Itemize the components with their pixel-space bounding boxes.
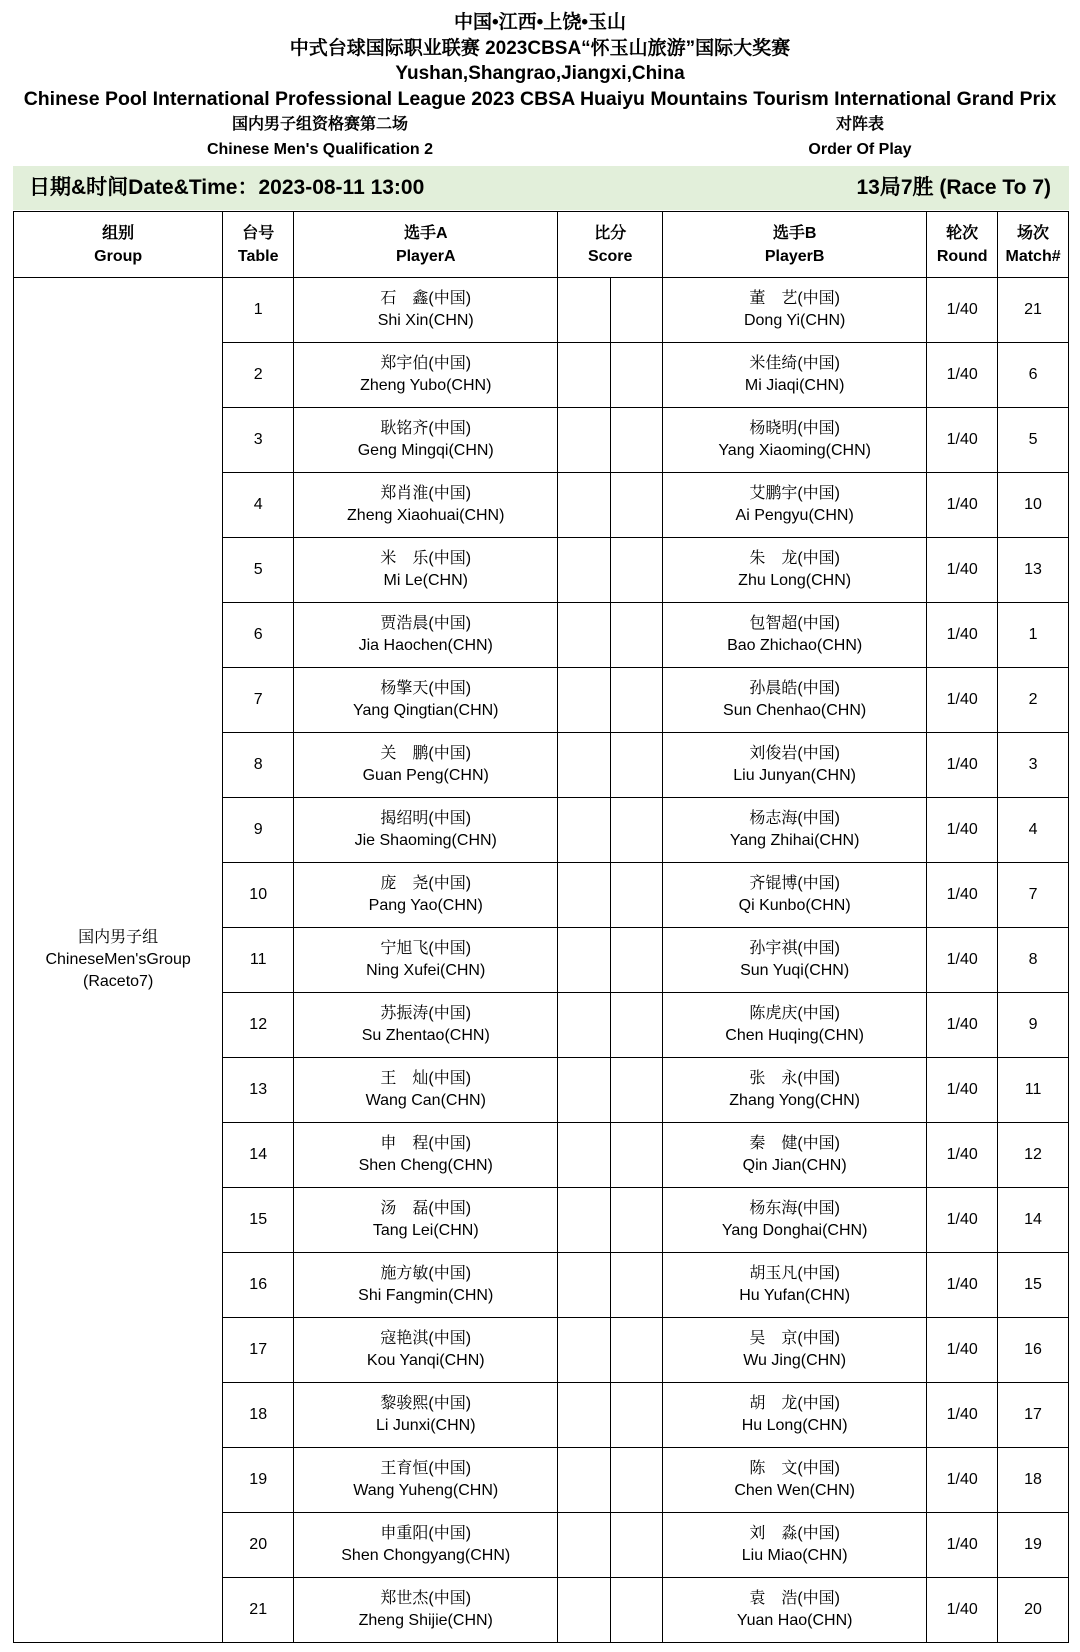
round-cell: 1/40: [927, 863, 998, 928]
player-b-name-en: Yang Donghai(CHN): [721, 1222, 868, 1239]
score-a-cell[interactable]: [558, 668, 611, 733]
player-b-cell: [663, 343, 927, 408]
player-b-name-cn: 杨东海(中国): [749, 1200, 840, 1217]
score-b-cell[interactable]: [611, 603, 663, 668]
player-a-cell: [294, 1123, 558, 1188]
match-number: 16: [998, 1318, 1069, 1383]
player-a-cell: [294, 733, 558, 798]
score-b-cell[interactable]: [611, 538, 663, 603]
player-b-name-en: Liu Junyan(CHN): [733, 767, 856, 784]
player-a-name-cn: 施方敏(中国): [380, 1265, 472, 1282]
player-a-name-cn: 寇艳淇(中国): [380, 1330, 472, 1347]
player-a-name-en: Yang Qingtian(CHN): [352, 702, 499, 719]
score-b-cell[interactable]: [611, 1188, 663, 1253]
match-number: 3: [998, 733, 1069, 798]
player-b-cell: [663, 1123, 927, 1188]
player-b-cell: [663, 733, 927, 798]
player-a-name-cn: 揭绍明(中国): [380, 810, 472, 827]
player-a-name-cn: 米 乐(中国): [380, 550, 472, 567]
player-a-name-cn: 耿铭齐(中国): [380, 420, 472, 437]
player-a-cell: [294, 408, 558, 473]
player-b-name-cn: 齐锟博(中国): [749, 875, 840, 892]
player-a-name-cn: 黎骏熙(中国): [380, 1395, 472, 1412]
table-number: 5: [223, 538, 294, 603]
player-b-name-cn: 陈 文(中国): [749, 1460, 840, 1477]
score-b-cell[interactable]: [611, 1513, 663, 1578]
score-a-cell[interactable]: [558, 1318, 611, 1383]
group-race: (Raceto7): [83, 973, 154, 990]
player-a-name-en: Shi Fangmin(CHN): [358, 1287, 494, 1304]
player-a-name-en: Geng Mingqi(CHN): [357, 442, 494, 459]
match-number: 13: [998, 538, 1069, 603]
player-b-name-en: Qin Jian(CHN): [742, 1157, 847, 1174]
score-a-cell[interactable]: [558, 473, 611, 538]
table-number: 16: [223, 1253, 294, 1318]
player-a-name-en: Jia Haochen(CHN): [358, 637, 493, 654]
player-b-cell: [663, 1188, 927, 1253]
match-number: 1: [998, 603, 1069, 668]
score-a-cell[interactable]: [558, 538, 611, 603]
match-number: 15: [998, 1253, 1069, 1318]
player-b-name-cn: 张 永(中国): [749, 1070, 840, 1087]
score-a-cell[interactable]: [558, 1383, 611, 1448]
round-cell: 1/40: [927, 928, 998, 993]
round-cell: 1/40: [927, 1513, 998, 1578]
player-b-name-en: Hu Long(CHN): [741, 1417, 848, 1434]
player-a-name-en: Zheng Xiaohuai(CHN): [347, 507, 505, 524]
score-a-cell[interactable]: [558, 1578, 611, 1643]
player-b-name-en: Zhu Long(CHN): [738, 572, 852, 589]
col-header-round: 轮次 Round: [927, 212, 998, 278]
score-b-cell[interactable]: [611, 1253, 663, 1318]
player-b-cell: [663, 538, 927, 603]
score-a-cell[interactable]: [558, 798, 611, 863]
player-a-cell: [294, 863, 558, 928]
match-number: 18: [998, 1448, 1069, 1513]
player-b-name-en: Dong Yi(CHN): [743, 312, 846, 329]
match-number: 2: [998, 668, 1069, 733]
player-a-name-en: Zheng Shijie(CHN): [358, 1612, 493, 1629]
player-b-name-cn: 胡玉凡(中国): [749, 1265, 840, 1282]
player-b-cell: [663, 1578, 927, 1643]
score-a-cell[interactable]: [558, 733, 611, 798]
score-b-cell[interactable]: [611, 1448, 663, 1513]
order-title-cn: 对阵表: [835, 116, 884, 133]
player-a-name-cn: 关 鹏(中国): [380, 745, 472, 762]
round-cell: 1/40: [927, 1578, 998, 1643]
score-a-cell[interactable]: [558, 1188, 611, 1253]
table-number: 7: [223, 668, 294, 733]
match-number: 9: [998, 993, 1069, 1058]
table-number: 3: [223, 408, 294, 473]
player-a-cell: [294, 668, 558, 733]
col-header-match: 场次 Match#: [998, 212, 1069, 278]
col-header-group: 组别 Group: [14, 212, 223, 278]
player-b-cell: [663, 1383, 927, 1448]
round-cell: 1/40: [927, 798, 998, 863]
datetime-label: 日期&时间Date&Time：2023-08-11 13:00: [29, 176, 425, 199]
player-a-cell: [294, 993, 558, 1058]
score-b-cell[interactable]: [611, 1058, 663, 1123]
player-b-name-cn: 吴 京(中国): [749, 1330, 840, 1347]
player-b-cell: [663, 473, 927, 538]
match-number: 4: [998, 798, 1069, 863]
player-b-name-en: Wu Jing(CHN): [743, 1352, 847, 1369]
table-number: 21: [223, 1578, 294, 1643]
player-a-name-cn: 苏振涛(中国): [380, 1005, 472, 1022]
score-b-cell[interactable]: [611, 1318, 663, 1383]
player-a-cell: [294, 538, 558, 603]
table-number: 14: [223, 1123, 294, 1188]
location-en: Yushan,Shangrao,Jiangxi,China: [395, 63, 685, 84]
table-number: 18: [223, 1383, 294, 1448]
player-b-name-cn: 秦 健(中国): [749, 1135, 840, 1152]
table-number: 20: [223, 1513, 294, 1578]
group-cell: [14, 278, 223, 1643]
player-a-cell: [294, 1513, 558, 1578]
score-a-cell[interactable]: [558, 1253, 611, 1318]
player-b-name-en: Sun Chenhao(CHN): [723, 702, 867, 719]
round-cell: 1/40: [927, 733, 998, 798]
player-b-cell: [663, 798, 927, 863]
player-b-name-en: Qi Kunbo(CHN): [738, 897, 851, 914]
player-b-name-en: Yuan Hao(CHN): [736, 1612, 853, 1629]
player-a-name-en: Wang Can(CHN): [365, 1092, 486, 1109]
match-number: 6: [998, 343, 1069, 408]
round-cell: 1/40: [927, 408, 998, 473]
stage-title-cn: 国内男子组资格赛第二场: [231, 116, 408, 133]
table-row: [14, 278, 1069, 343]
player-a-name-cn: 郑世杰(中国): [380, 1590, 472, 1607]
player-b-cell: [663, 1513, 927, 1578]
player-b-name-en: Sun Yuqi(CHN): [740, 962, 850, 979]
subtitle-row-en: [0, 137, 1080, 162]
score-a-cell[interactable]: [558, 1123, 611, 1188]
round-cell: 1/40: [927, 668, 998, 733]
race-format-label: 13局7胜 (Race To 7): [856, 176, 1051, 199]
round-cell: 1/40: [927, 1448, 998, 1513]
table-number: 15: [223, 1188, 294, 1253]
table-number: 8: [223, 733, 294, 798]
round-cell: 1/40: [927, 538, 998, 603]
player-a-name-en: Ning Xufei(CHN): [366, 962, 486, 979]
score-a-cell[interactable]: [558, 1513, 611, 1578]
table-number: 2: [223, 343, 294, 408]
player-a-cell: [294, 1578, 558, 1643]
player-b-name-cn: 袁 浩(中国): [749, 1590, 840, 1607]
match-number: 21: [998, 278, 1069, 343]
datetime-bar: [13, 166, 1069, 210]
match-number: 11: [998, 1058, 1069, 1123]
player-b-name-cn: 陈虎庆(中国): [749, 1005, 840, 1022]
player-b-name-en: Hu Yufan(CHN): [739, 1287, 851, 1304]
location-cn: 中国•江西•上饶•玉山: [454, 12, 626, 33]
round-cell: 1/40: [927, 1318, 998, 1383]
player-b-name-en: Bao Zhichao(CHN): [727, 637, 863, 654]
player-a-name-en: Shen Chongyang(CHN): [341, 1547, 511, 1564]
player-a-name-en: Jie Shaoming(CHN): [354, 832, 497, 849]
score-b-cell[interactable]: [611, 408, 663, 473]
table-number: 6: [223, 603, 294, 668]
match-number: 12: [998, 1123, 1069, 1188]
round-cell: 1/40: [927, 1253, 998, 1318]
player-a-name-cn: 庞 尧(中国): [380, 875, 472, 892]
event-title-en: Chinese Pool International Professional League 2023 CBSA Huaiyu Mountains Tourism International Grand Prix: [23, 87, 1057, 110]
player-a-name-cn: 申 程(中国): [380, 1135, 472, 1152]
player-b-name-cn: 董 艺(中国): [749, 290, 840, 307]
match-number: 17: [998, 1383, 1069, 1448]
player-b-name-cn: 孙宇祺(中国): [749, 940, 840, 957]
player-a-name-en: Pang Yao(CHN): [368, 897, 483, 914]
player-a-name-cn: 宁旭飞(中国): [380, 940, 472, 957]
round-cell: 1/40: [927, 603, 998, 668]
score-b-cell[interactable]: [611, 993, 663, 1058]
player-b-name-cn: 朱 龙(中国): [749, 550, 840, 567]
player-a-name-en: Tang Lei(CHN): [372, 1222, 479, 1239]
table-number: 9: [223, 798, 294, 863]
table-number: 19: [223, 1448, 294, 1513]
score-b-cell[interactable]: [611, 343, 663, 408]
col-header-score: 比分 Score: [558, 212, 663, 278]
player-a-name-cn: 汤 磊(中国): [380, 1200, 472, 1217]
player-b-cell: [663, 993, 927, 1058]
player-a-name-cn: 杨擎天(中国): [380, 680, 472, 697]
player-a-name-cn: 郑肖淮(中国): [380, 485, 472, 502]
player-b-cell: [663, 278, 927, 343]
match-number: 20: [998, 1578, 1069, 1643]
player-b-name-en: Yang Xiaoming(CHN): [718, 442, 871, 459]
player-a-cell: [294, 1253, 558, 1318]
match-number: 14: [998, 1188, 1069, 1253]
score-b-cell[interactable]: [611, 278, 663, 343]
player-b-name-en: Mi Jiaqi(CHN): [744, 377, 845, 394]
player-b-cell: [663, 1253, 927, 1318]
player-a-name-en: Li Junxi(CHN): [375, 1417, 476, 1434]
player-b-cell: [663, 1058, 927, 1123]
score-a-cell[interactable]: [558, 603, 611, 668]
score-a-cell[interactable]: [558, 408, 611, 473]
score-a-cell[interactable]: [558, 993, 611, 1058]
table-number: 10: [223, 863, 294, 928]
player-b-name-cn: 胡 龙(中国): [749, 1395, 840, 1412]
score-b-cell[interactable]: [611, 863, 663, 928]
player-a-name-cn: 申重阳(中国): [380, 1525, 472, 1542]
player-a-name-cn: 石 鑫(中国): [380, 290, 472, 307]
col-header-table: 台号 Table: [223, 212, 294, 278]
player-b-name-cn: 刘俊岩(中国): [749, 745, 840, 762]
player-a-name-en: Shi Xin(CHN): [377, 312, 474, 329]
score-b-cell[interactable]: [611, 668, 663, 733]
round-cell: 1/40: [927, 473, 998, 538]
player-a-cell: [294, 1448, 558, 1513]
match-number: 5: [998, 408, 1069, 473]
match-number: 7: [998, 863, 1069, 928]
player-a-cell: [294, 1318, 558, 1383]
player-a-name-en: Kou Yanqi(CHN): [366, 1352, 485, 1369]
player-a-name-en: Mi Le(CHN): [383, 572, 468, 589]
score-b-cell[interactable]: [611, 733, 663, 798]
match-number: 8: [998, 928, 1069, 993]
group-name-en: ChineseMen'sGroup: [45, 951, 191, 968]
round-cell: 1/40: [927, 343, 998, 408]
score-b-cell[interactable]: [611, 928, 663, 993]
table-number: 11: [223, 928, 294, 993]
player-b-name-en: Chen Huqing(CHN): [725, 1027, 864, 1044]
match-number: 19: [998, 1513, 1069, 1578]
player-a-cell: [294, 798, 558, 863]
round-cell: 1/40: [927, 1383, 998, 1448]
col-header-player-b: 选手B PlayerB: [663, 212, 927, 278]
score-a-cell[interactable]: [558, 278, 611, 343]
player-a-cell: [294, 1383, 558, 1448]
player-b-name-en: Chen Wen(CHN): [734, 1482, 855, 1499]
round-cell: 1/40: [927, 1058, 998, 1123]
order-title-en: Order Of Play: [808, 141, 912, 158]
player-b-cell: [663, 408, 927, 473]
round-cell: 1/40: [927, 278, 998, 343]
player-a-cell: [294, 1188, 558, 1253]
score-a-cell[interactable]: [558, 343, 611, 408]
group-name-cn: 国内男子组: [78, 929, 159, 946]
player-a-cell: [294, 1058, 558, 1123]
player-b-cell: [663, 1318, 927, 1383]
round-cell: 1/40: [927, 1188, 998, 1253]
player-a-name-cn: 贾浩晨(中国): [380, 615, 472, 632]
player-b-cell: [663, 668, 927, 733]
player-b-cell: [663, 863, 927, 928]
table-header-row: [14, 212, 1069, 278]
player-a-cell: [294, 928, 558, 993]
player-b-cell: [663, 928, 927, 993]
player-a-name-en: Su Zhentao(CHN): [361, 1027, 490, 1044]
score-a-cell[interactable]: [558, 928, 611, 993]
event-title-cn: 中式台球国际职业联赛 2023CBSA“怀玉山旅游”国际大奖赛: [289, 37, 791, 59]
player-b-name-cn: 杨志海(中国): [749, 810, 840, 827]
player-b-name-cn: 刘 淼(中国): [749, 1525, 840, 1542]
player-b-name-cn: 米佳绮(中国): [749, 355, 840, 372]
player-a-name-cn: 郑宇伯(中国): [380, 355, 472, 372]
stage-title-en: Chinese Men's Qualification 2: [206, 141, 434, 158]
score-b-cell[interactable]: [611, 473, 663, 538]
player-b-name-cn: 杨晓明(中国): [749, 420, 840, 437]
subtitle-row-cn: [0, 112, 1080, 137]
order-of-play-table: [13, 211, 1069, 1643]
player-b-name-cn: 孙晨皓(中国): [749, 680, 840, 697]
player-b-name-cn: 包智超(中国): [749, 615, 840, 632]
score-b-cell[interactable]: [611, 1123, 663, 1188]
player-a-cell: [294, 343, 558, 408]
score-a-cell[interactable]: [558, 1448, 611, 1513]
round-cell: 1/40: [927, 1123, 998, 1188]
player-a-cell: [294, 603, 558, 668]
match-number: 10: [998, 473, 1069, 538]
player-a-name-en: Shen Cheng(CHN): [358, 1157, 493, 1174]
player-a-name-cn: 王 灿(中国): [380, 1070, 472, 1087]
player-a-name-en: Zheng Yubo(CHN): [360, 377, 492, 394]
player-b-name-cn: 艾鹏宇(中国): [749, 485, 840, 502]
player-b-name-en: Liu Miao(CHN): [741, 1547, 848, 1564]
table-number: 13: [223, 1058, 294, 1123]
player-a-cell: [294, 473, 558, 538]
col-header-player-a: 选手A PlayerA: [294, 212, 558, 278]
table-number: 17: [223, 1318, 294, 1383]
player-a-name-cn: 王育恒(中国): [380, 1460, 472, 1477]
table-number: 1: [223, 278, 294, 343]
score-a-cell[interactable]: [558, 1058, 611, 1123]
score-a-cell[interactable]: [558, 863, 611, 928]
table-number: 4: [223, 473, 294, 538]
player-b-name-en: Ai Pengyu(CHN): [735, 507, 854, 524]
player-b-name-en: Yang Zhihai(CHN): [729, 832, 860, 849]
score-b-cell[interactable]: [611, 1578, 663, 1643]
player-a-cell: [294, 278, 558, 343]
player-b-name-en: Zhang Yong(CHN): [729, 1092, 861, 1109]
player-a-name-en: Guan Peng(CHN): [362, 767, 489, 784]
document-header: [0, 0, 1080, 162]
player-b-cell: [663, 1448, 927, 1513]
round-cell: 1/40: [927, 993, 998, 1058]
player-a-name-en: Wang Yuheng(CHN): [353, 1482, 499, 1499]
player-b-cell: [663, 603, 927, 668]
table-number: 12: [223, 993, 294, 1058]
score-b-cell[interactable]: [611, 1383, 663, 1448]
score-b-cell[interactable]: [611, 798, 663, 863]
